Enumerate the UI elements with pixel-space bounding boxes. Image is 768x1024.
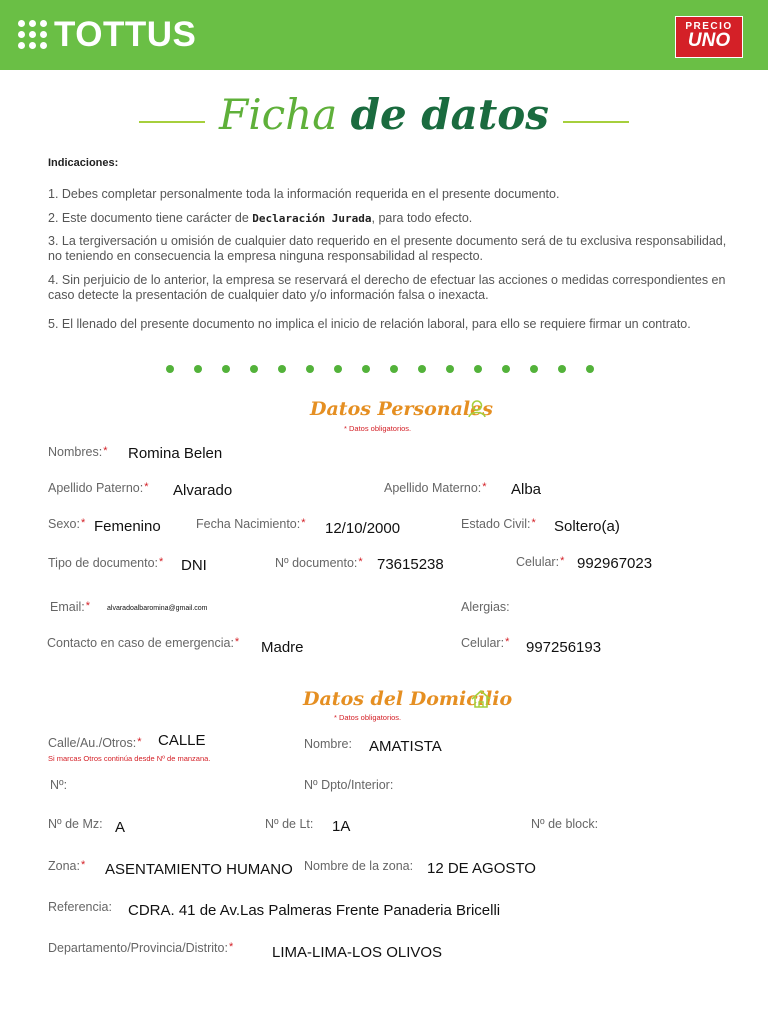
sexo-label: Sexo:* [48,517,86,531]
manzana-value[interactable]: A [115,819,126,836]
email-label: Email:* [50,600,91,614]
referencia-value[interactable]: CDRA. 41 de Av.Las Palmeras Frente Panaderia Bricelli [128,902,501,919]
referencia-label: Referencia: [48,900,112,914]
celular-label: Celular:* [516,555,565,569]
personal-section-title: Datos Personales [310,398,493,420]
alergias-label: Alergias: [461,600,510,614]
apellido-materno-value[interactable]: Alba [511,481,542,498]
instruction-2-text: 2. Este documento tiene carácter de [48,211,249,225]
numero-label: Nº: [50,778,68,792]
nombre-calle-label: Nombre: [304,737,352,751]
instruction-5: 5. El llenado del presente documento no implica el inicio de relación laboral, para ello se requiere firmar un contrato. [48,317,691,331]
calle-note: Si marcas Otros continúa desde Nº de manzana. [48,754,211,763]
precio-uno-badge [675,16,743,58]
apellido-paterno-label: Apellido Paterno:* [48,481,149,495]
contacto-emergencia-label: Contacto en caso de emergencia:* [47,636,240,650]
estado-civil-label: Estado Civil:* [461,517,536,531]
title-part2: de datos [350,90,549,139]
page-title [0,90,768,139]
instruction-3: 3. La tergiversación u omisión de cualquier dato requerido en el presente documento será de tu exclusiva responsabilidad, no teniendo en consecuencia la empresa ninguna responsabilidad al respecto. [48,234,727,263]
apellido-materno-label: Apellido Materno:* [384,481,487,495]
nombres-value[interactable]: Romina Belen [128,445,223,462]
departamento-value[interactable]: LIMA-LIMA-LOS OLIVOS [272,944,443,961]
tipo-documento-label: Tipo de documento:* [48,556,164,570]
title-part1: Ficha [219,90,338,139]
email-value[interactable]: alvaradoalbaromina@gmail.com [107,605,208,612]
zona-label: Zona:* [48,859,86,873]
badge-bottom-text: UNO [687,30,731,51]
dotted-separator [166,365,594,373]
fecha-nacimiento-value[interactable]: 12/10/2000 [325,520,401,537]
calle-label: Calle/Au./Otros:* [48,736,142,750]
badge-top-text: PRECIO [685,21,733,32]
domicilio-section-title: Datos del Domicilio [303,688,513,710]
lote-value[interactable]: 1A [332,818,351,835]
lote-label: Nº de Lt: [265,817,314,831]
nombre-calle-value[interactable]: AMATISTA [369,738,442,755]
calle-value[interactable]: CALLE [158,732,206,749]
instruction-4: 4. Sin perjuicio de lo anterior, la empresa se reservará el derecho de efectuar las acciones o medidas correspondientes en caso detecte la presentación de cualquier dato y/o información falsa o inexacta. [48,273,726,302]
header-bar [0,0,768,70]
nombre-zona-value[interactable]: 12 DE AGOSTO [427,860,536,877]
personal-required-note: * Datos obligatorios. [344,424,412,433]
declaracion-jurada-text: Declaración Jurada [252,212,372,225]
instruction-2 [48,211,728,226]
nombres-label: Nombres:* [48,445,108,459]
tipo-documento-value[interactable]: DNI [181,557,207,574]
estado-civil-value[interactable]: Soltero(a) [554,518,620,535]
instruction-1: 1. Debes completar personalmente toda la información requerida en el presente documento. [48,187,560,201]
zona-value[interactable]: ASENTAMIENTO HUMANO [105,861,293,878]
numero-documento-label: Nº documento:* [275,556,363,570]
nombre-zona-label: Nombre de la zona: [304,859,414,873]
instructions-heading: Indicaciones: [48,157,119,169]
numero-documento-value[interactable]: 73615238 [377,556,444,573]
celular-emergencia-label: Celular:* [461,636,510,650]
instruction-2-end: , para todo efecto. [371,211,473,225]
domicilio-required-note: * Datos obligatorios. [334,713,402,722]
apellido-paterno-value[interactable]: Alvarado [173,482,233,499]
sexo-value[interactable]: Femenino [94,518,161,535]
brand-name: TOTTUS [54,15,197,54]
brand-dots-icon [18,20,48,50]
home-icon [470,689,492,709]
departamento-label: Departamento/Provincia/Distrito:* [48,941,234,955]
block-label: Nº de block: [531,817,599,831]
fecha-nacimiento-label: Fecha Nacimiento:* [196,517,306,531]
brand-logo [18,14,196,56]
manzana-label: Nº de Mz: [48,817,103,831]
dpto-label: Nº Dpto/Interior: [304,778,394,792]
user-icon [467,399,487,419]
celular-emergencia-value[interactable]: 997256193 [526,639,602,656]
celular-value[interactable]: 992967023 [577,555,653,572]
contacto-emergencia-value[interactable]: Madre [261,639,304,656]
